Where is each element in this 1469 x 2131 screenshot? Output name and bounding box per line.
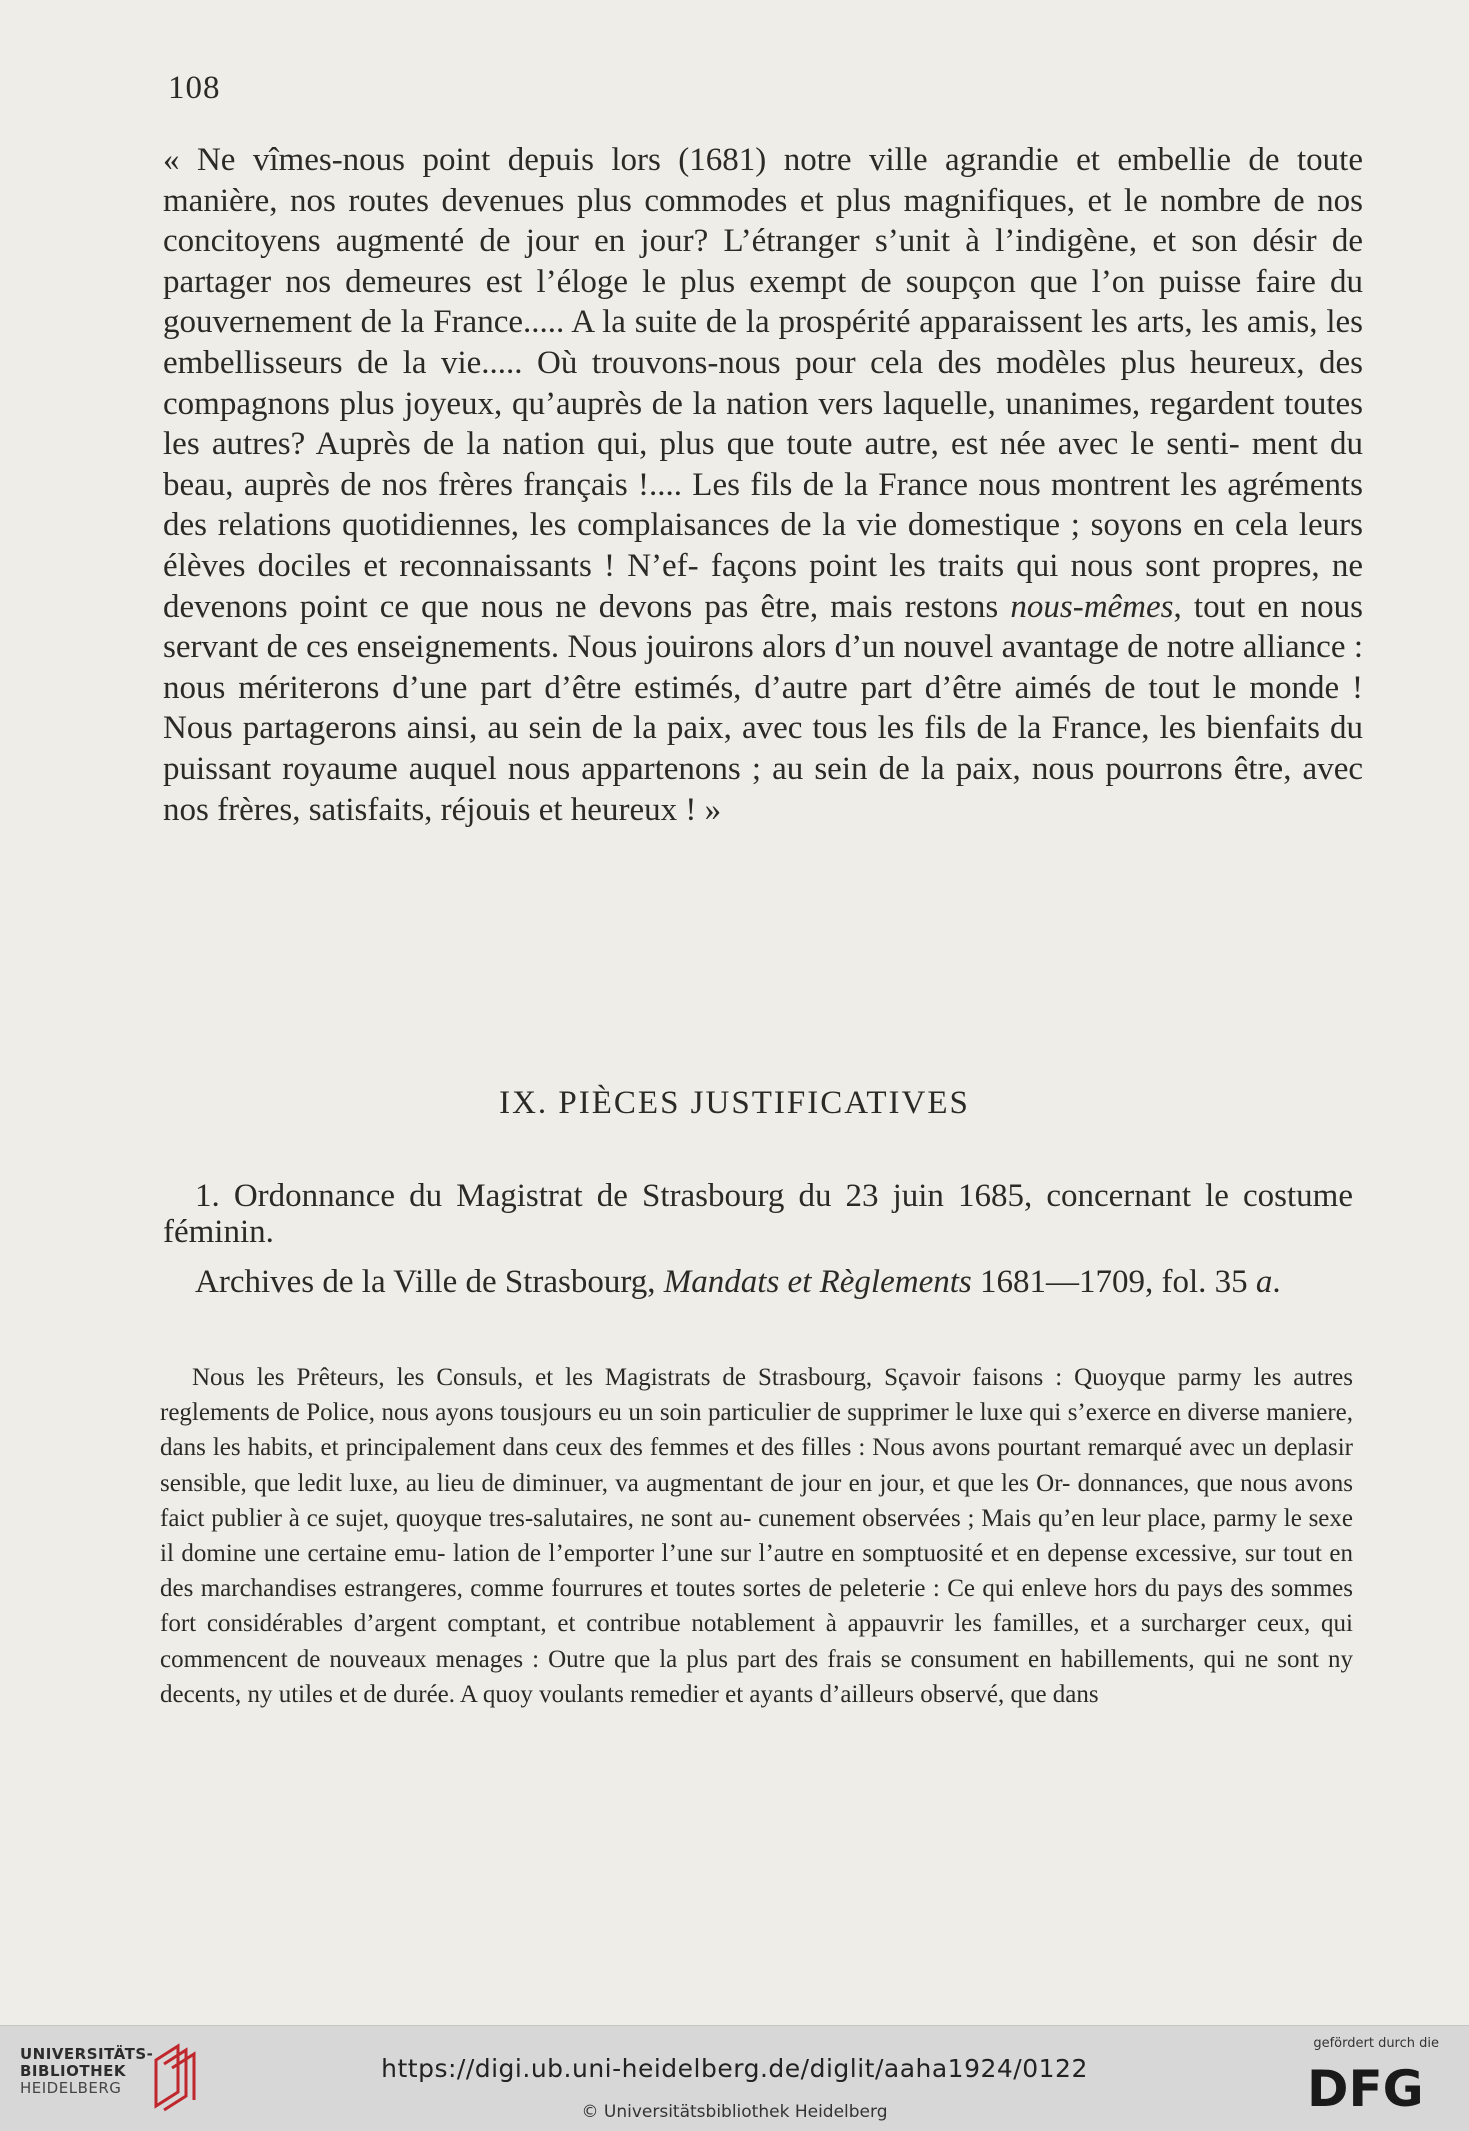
page-number: 108 [168, 70, 221, 106]
permalink-url[interactable]: https://digi.ub.uni-heidelberg.de/diglit/aaha1924/0122 [381, 2054, 1088, 2083]
section-heading: IX. PIÈCES JUSTIFICATIVES [499, 1085, 970, 1121]
quote-text: « Ne vîmes-nous point depuis lors (1681) notre ville agrandie et embellie de toute manière, nos routes devenues plus commodes et plus magnifiques, et le nombre de nos concitoyens augmenté de jour en jour? L’étranger s’unit à l’indigène, et son désir de partager nos demeures est l’éloge le plus exempt de soupçon que l’on puisse faire du gouvernement de la France..... A la suite de la prospérité apparaissent les arts, les amis, les embellisseurs de la vie..... Où trouvons-nous pour cela des modèles plus heureux, des compagnons plus joyeux, qu’auprès de la nation vers laquelle, unanimes, regardent toutes les autres? Auprès de la nation qui, plus que toute autre, est née avec le senti- ment du beau, auprès de nos frères français !.... Les fils de la France nous montrent les agréments des relations quotidiennes, les complaisances de la vie domestique ; soyons en cela leurs élèves dociles et reconnaissants ! N’ef- façons point les traits qui nous sont propres, ne devenons point ce que nous ne devons pas être, mais restons [163, 142, 1363, 625]
library-line-1: UNIVERSITÄTS- [20, 2045, 154, 2063]
quote-paragraph [163, 140, 1363, 830]
archive-source [163, 1264, 1353, 1300]
footer-bar [0, 2025, 1469, 2131]
quote-text-rest: enseignements. Nous jouirons alors d’un nouvel avantage de notre alliance : nous mériterons d’une part d’être estimés, d’autre part d’être aimés de tout le monde ! Nous partagerons ainsi, au sein de la paix, avec tous les fils de la France, les bienfaits du puissant royaume auquel nous appartenons ; au sein de la paix, nous pourrons être, avec nos frères, satisfaits, réjouis et heureux ! » [163, 629, 1364, 828]
library-line-2: BIBLIOTHEK [20, 2062, 126, 2080]
dfg-logo-icon [1307, 2060, 1447, 2116]
copyright-notice: © Universitätsbibliothek Heidelberg [581, 2102, 888, 2122]
document-title: 1. Ordonnance du Magistrat de Strasbourg du 23 juin 1685, concernant le costume féminin. [163, 1178, 1353, 1250]
library-line-3: HEIDELBERG [20, 2079, 122, 2097]
source-collection-title: Mandats et Règlements [663, 1264, 972, 1300]
funded-by-label: gefördert durch die [1313, 2036, 1439, 2051]
quote-text-after-italic: , tout en nous servant de ces [163, 588, 1363, 666]
source-prefix: Archives de la Ville de Strasbourg, [195, 1264, 664, 1300]
quote-italic: nous-mêmes [1010, 588, 1174, 625]
dfg-logo-text: DFG [1307, 2060, 1424, 2112]
source-reference: 1681—1709, fol. 35 [971, 1264, 1256, 1300]
ordinance-text: Nous les Prêteurs, les Consuls, et les Magistrats de Strasbourg, Sçavoir faisons : Quoyque parmy les autres reglements de Police, nous ayons tousjours eu un soin particulier de supprimer le luxe qui s’exerce en diverse maniere, dans les habits, et principalement dans ceux des femmes et des filles : Nous avons pourtant remarqué avec un deplasir sensible, que ledit luxe, au lieu de diminuer, va augmentant de jour en jour, et que les Or- donnances, que nous avons faict publier à ce sujet, quoyque tres-salutaires, ne sont au- cunement observées ; Mais qu’en leur place, parmy le sexe il domine une certaine emu- lation de l’emporter l’une sur l’autre en somptuosité et en depense excessive, sur tout en des marchandises estrangeres, comme fourrures et toutes sortes de peleterie : Ce qui enleve hors du pays des sommes fort considérables d’argent comptant, et contribue notablement à appauvrir les familles, et a surcharger ceux, qui commencent de nouveaux menages : Outre que la plus part des frais se consument en habillements, qui ne sont ny decents, ny utiles et de durée. A quoy voulants remedier et ayants d’ailleurs observé, que dans [160, 1364, 1353, 1708]
source-end: . [1272, 1264, 1281, 1300]
source-folio-side: a [1255, 1264, 1273, 1300]
